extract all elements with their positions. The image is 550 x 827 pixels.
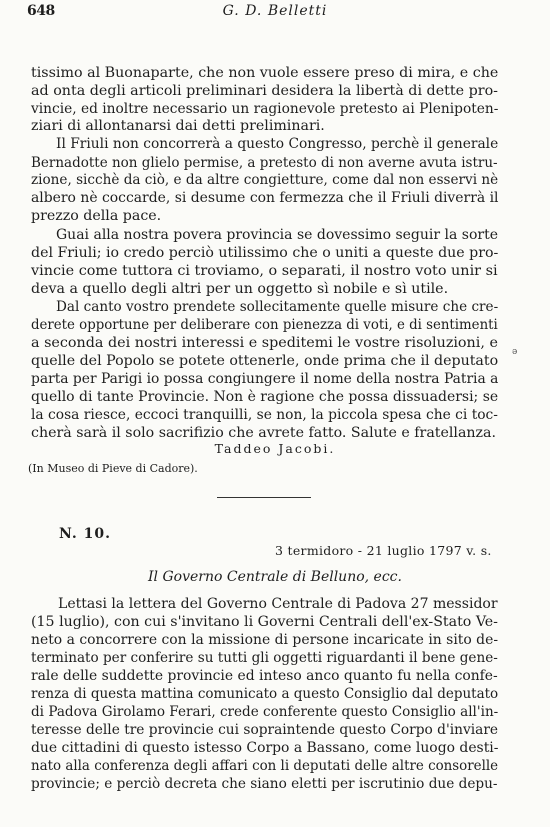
document-line: nato alla conferenza degli affari con li deputati delle altre consorelle [31,758,499,774]
document-number: N. 10. [59,526,112,542]
running-head: G. D. Belletti [222,3,328,19]
letter-line: derete opportune per deliberare con pienezza di voti, e di sentimenti [31,317,498,333]
document-line: Lettasi la lettera del Governo Centrale di Padova 27 messidor [58,596,498,612]
letter-line: Guai alla nostra povera provincia se dovessimo seguir la sorte [56,227,498,243]
letter-line: prezzo della pace. [31,208,162,224]
letter-line: cherà sarà il solo sacrifizio che avrete fatto. Salute e fratellanza. [31,425,496,441]
letter-line: parta per Parigi io possa congiungere il nome della nostra Patria a [31,371,499,387]
letter-line: ziari di allontanarsi dai detti preliminari. [31,118,325,134]
document-line: renza di questa mattina comunicato a questo Consiglio dal deputato [31,686,499,702]
letter-line: deva a quello degli altri per un oggetto sì nobile e sì utile. [31,281,449,297]
letter-line: zione, sicchè da ciò, e da altre congietture, come dal non esservi nè [31,172,499,188]
document-line: terminato per conferire su tutti gli oggetti riguardanti il bene gene- [31,650,498,666]
letter-line: vincie come tuttora ci troviamo, o separati, il nostro voto unir si [31,263,498,279]
letter-line: Dal canto vostro prendete sollecitamente quelle misure che cre- [56,299,499,315]
document-line: rale delle suddette provincie ed inteso anco quanto fu nella confe- [31,668,498,684]
letter-line: quello di tante Provincie. Non è ragione che possa dissuadersi; se [31,389,499,405]
document-line: teresse delle tre provincie cui sopraintende questo Corpo d'inviare [31,722,499,738]
document-line: di Padova Girolamo Ferari, crede conferente questo Consiglio all'in- [31,704,499,720]
document-title: Il Governo Centrale di Belluno, ecc. [148,569,402,585]
letter-line: tissimo al Buonaparte, che non vuole essere preso di mira, e che [31,65,499,81]
letter-line: ad onta degli articoli preliminari desidera la libertà di dette pro- [31,83,499,99]
margin-mark: ə [512,347,518,357]
letter-signature: Taddeo Jacobi. [214,441,336,456]
letter-line: a seconda dei nostri interessi e speditemi le vostre risoluzioni, e [31,335,498,351]
letter-line: quelle del Popolo se potete ottenerle, onde prima che il deputato [31,353,499,369]
source-note: (In Museo di Pieve di Cadore). [28,462,198,475]
letter-line: albero nè coccarde, si desume con fermezza che il Friuli diverrà il [31,190,499,206]
document-date: 3 termidoro - 21 luglio 1797 v. s. [275,543,492,558]
letter-line: Il Friuli non concorrerà a questo Congresso, perchè il generale [56,136,499,152]
letter-line: Bernadotte non glielo permise, a pretesto di non averne avuta istru- [31,155,498,171]
document-line: provincie; e perciò decreta che siano eletti per iscrutinio due depu- [31,776,498,792]
letter-line: vincie, ed inoltre necessario un ragionevole pretesto ai Plenipoten- [31,101,499,117]
letter-line: del Friuli; io credo perciò utilissimo che o uniti a queste due pro- [31,245,499,261]
document-line: neto a concorrere con la missione di persone incaricate in sito de- [31,632,499,648]
page-number: 648 [27,3,55,19]
section-divider [217,497,311,498]
document-line: (15 luglio), con cui s'invitano li Governi Centrali dell'ex-Stato Ve- [31,614,498,630]
document-line: due cittadini di questo istesso Corpo a Bassano, come luogo desti- [31,740,499,756]
letter-line: la cosa riesce, eccoci tranquilli, se non, la piccola spesa che ci toc- [31,407,498,423]
